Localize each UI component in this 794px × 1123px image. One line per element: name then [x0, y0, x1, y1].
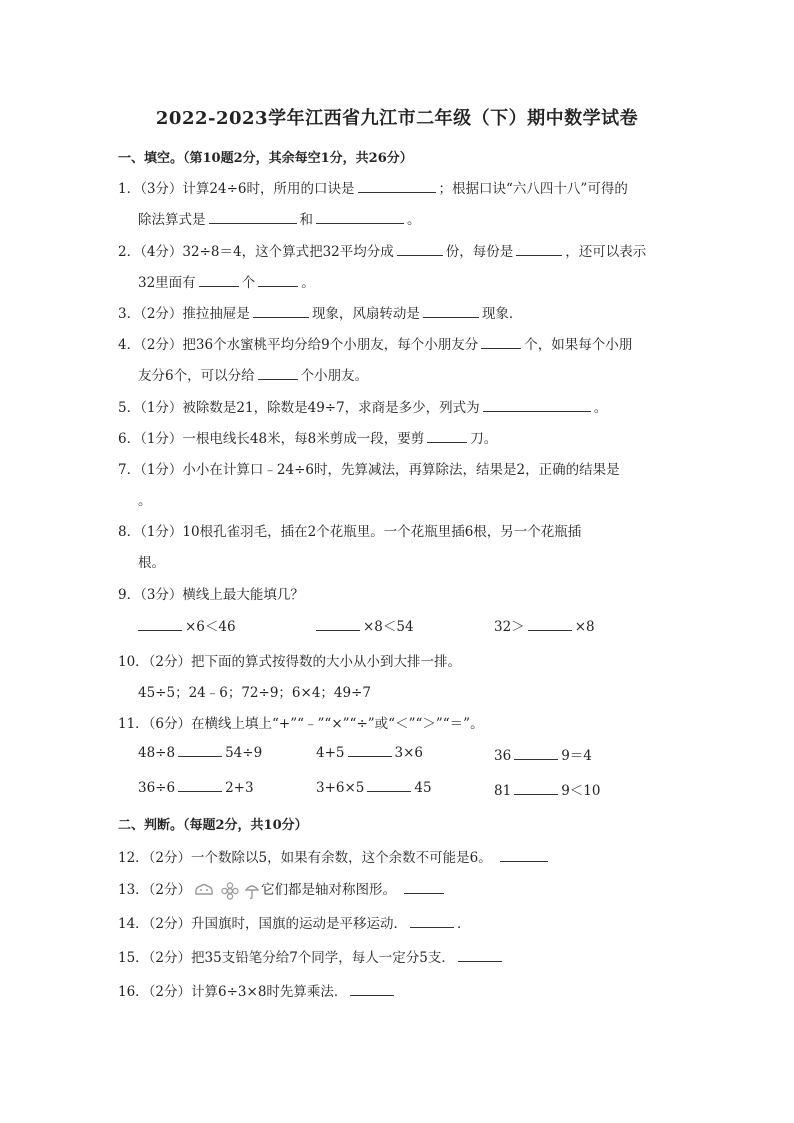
question-8-line-1: 8．（1分）10根孔雀羽毛，插在2个花瓶里。一个花瓶里插6根，另一个花瓶插	[118, 524, 582, 540]
question-1-line-1: 1．（3分）计算24÷6时，所用的口诀是 ；根据口诀“六八四十八”可得的	[118, 181, 628, 197]
question-10-expressions: 45÷5；24﹣6；72÷9；6×4；49÷7	[138, 685, 371, 701]
question-14: 14．（2分）升国旗时，国旗的运动是平移运动． ．	[118, 916, 471, 932]
answer-blank[interactable]	[258, 274, 298, 287]
answer-blank[interactable]	[138, 618, 182, 631]
question-2-line-2: 32里面有 个 。	[138, 275, 315, 291]
answer-blank[interactable]	[358, 180, 436, 193]
answer-blank[interactable]	[367, 779, 411, 792]
question-11-item-2: 4+5 3×6	[316, 745, 423, 761]
answer-blank[interactable]	[528, 618, 572, 631]
question-12: 12．（2分）一个数除以5，如果有余数，这个余数不可能是6。	[118, 846, 551, 866]
question-9: 9．（3分）横线上最大能填几？	[118, 587, 304, 603]
question-1-line-2: 除法算式是 和 。	[138, 212, 421, 228]
answer-blank[interactable]	[258, 367, 298, 380]
question-11-item-3: 36 9＝4	[494, 748, 592, 764]
question-4-line-1: 4．（2分）把36个水蜜桃平均分给9个小朋友，每个小朋友分 个，如果每个小朋	[118, 337, 633, 353]
question-13: 13．（2分） 它们都是轴对称图形。	[118, 878, 447, 900]
answer-blank[interactable]	[514, 782, 558, 795]
question-10: 10．（2分）把下面的算式按得数的大小从小到大排一排。	[118, 654, 462, 670]
symmetry-shapes-image	[193, 882, 259, 900]
question-6: 6．（1分）一根电线长48米，每8米剪成一段，要剪 刀。	[118, 431, 498, 447]
umbrella-icon	[245, 882, 259, 900]
flower-icon	[221, 882, 239, 900]
answer-blank[interactable]	[348, 744, 392, 757]
question-11-item-4: 36÷6 2+3	[138, 780, 254, 796]
answer-blank[interactable]	[316, 618, 360, 631]
question-11: 11．（6分）在横线上填上“+”“﹣”“×”“÷”或“＜”“＞”“＝”。	[118, 716, 484, 732]
section-heading-true-false: 二、判断。（每题2分，共10分）	[118, 818, 308, 833]
answer-blank[interactable]	[209, 211, 297, 224]
question-11-item-6: 81 9＜10	[494, 783, 601, 799]
question-9-item-2: ×8＜54	[316, 615, 414, 635]
answer-blank[interactable]	[516, 243, 562, 256]
answer-blank[interactable]	[458, 949, 502, 962]
question-11-item-1: 48÷8 54÷9	[138, 745, 263, 761]
answer-blank[interactable]	[404, 881, 444, 894]
answer-blank[interactable]	[397, 243, 443, 256]
question-15: 15．（2分）把35支铅笔分给7个同学，每人一定分5支．	[118, 946, 505, 966]
question-3: 3．（2分）推拉抽屉是 现象，风扇转动是 现象．	[118, 306, 523, 322]
answer-blank[interactable]	[410, 915, 454, 928]
question-8-line-2: 根。	[138, 555, 165, 571]
question-2-line-1: 2．（4分）32÷8＝4，这个算式把32平均分成 份，每份是 ，还可以表示	[118, 244, 647, 260]
answer-blank[interactable]	[427, 430, 467, 443]
answer-blank[interactable]	[199, 274, 239, 287]
question-4-line-2: 友分6个，可以分给 个小朋友。	[138, 368, 369, 384]
answer-blank[interactable]	[500, 849, 548, 862]
shape-icon	[193, 882, 215, 898]
question-9-item-1: ×6＜46	[138, 615, 236, 635]
answer-blank[interactable]	[481, 336, 521, 349]
answer-blank[interactable]	[350, 983, 394, 996]
question-16: 16．（2分）计算6÷3×8时先算乘法．	[118, 980, 397, 1000]
question-7-line-2: 。	[138, 493, 152, 509]
answer-blank[interactable]	[178, 779, 222, 792]
answer-blank[interactable]	[514, 747, 558, 760]
answer-blank[interactable]	[316, 211, 404, 224]
question-9-item-3: 32＞ ×8	[494, 619, 595, 635]
question-5: 5．（1分）被除数是21，除数是49÷7，求商是多少，列式为 。	[118, 400, 608, 416]
section-heading-fill-in: 一、填空。（第10题2分，其余每空1分，共26分）	[118, 151, 413, 166]
answer-blank[interactable]	[178, 744, 222, 757]
page-title: 2022-2023学年江西省九江市二年级（下）期中数学试卷	[155, 108, 639, 129]
answer-blank[interactable]	[483, 399, 591, 412]
answer-blank[interactable]	[423, 305, 479, 318]
question-11-item-5: 3+6×5 45	[316, 780, 432, 796]
question-7-line-1: 7．（1分）小小在计算口﹣24÷6时，先算减法，再算除法，结果是2，正确的结果是	[118, 462, 620, 478]
answer-blank[interactable]	[253, 305, 309, 318]
